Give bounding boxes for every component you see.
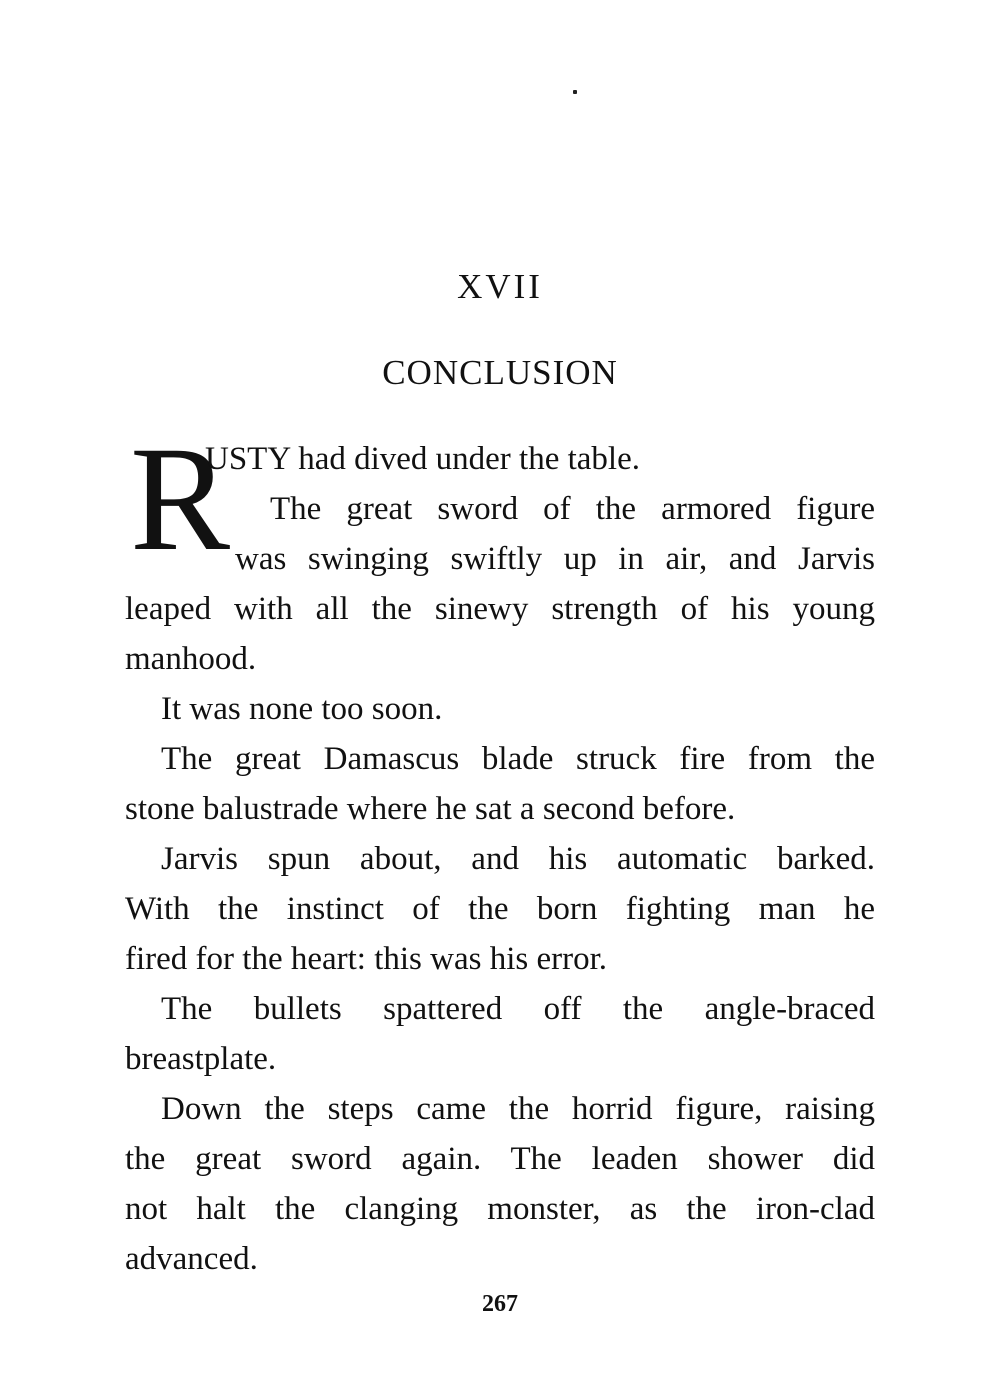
text-line: fired for the heart: this was his error. [125,941,608,977]
text-line: It was none too soon. [161,691,443,727]
ink-speck [573,90,577,94]
text-line: leaped with all the sinewy strength of his young [125,591,875,627]
text-line: manhood. [125,641,257,677]
text-line: breastplate. [125,1041,277,1077]
text-line: advanced. [125,1241,258,1277]
drop-cap: R [130,416,231,582]
text-line: With the instinct of the born fighting man he [125,891,875,927]
text-line: The bullets spattered off the angle-braced [161,991,875,1027]
chapter-number: XVII [457,267,543,306]
text-line: The great sword of the armored figure [270,491,875,527]
text-line: was swinging swiftly up in air, and Jarvis [235,541,875,577]
text-line: the great sword again. The leaden shower did [125,1141,875,1177]
text-line: not halt the clanging monster, as the iron-clad [125,1191,875,1227]
page-number: 267 [482,1291,518,1317]
text-line: Jarvis spun about, and his automatic barked. [161,841,875,877]
chapter-title: CONCLUSION [382,353,618,392]
text-line: Down the steps came the horrid figure, raising [161,1091,875,1127]
text-line: USTY had dived under the table. [205,441,640,477]
text-line: stone balustrade where he sat a second before. [125,791,736,827]
text-line: The great Damascus blade struck fire from the [161,741,875,777]
